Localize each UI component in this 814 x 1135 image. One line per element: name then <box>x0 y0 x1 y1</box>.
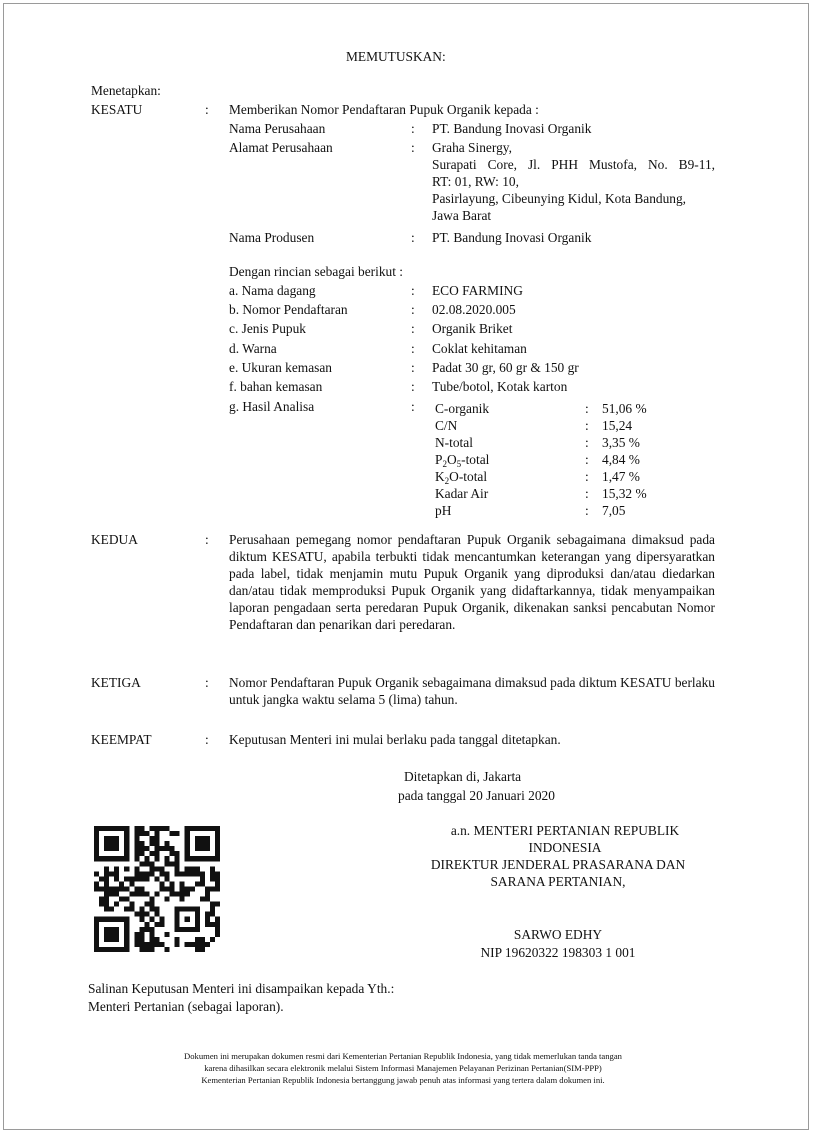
qr-module <box>144 947 149 952</box>
detail-value: Coklat kehitaman <box>432 341 527 356</box>
qr-module <box>200 937 205 942</box>
analysis-value: 7,05 <box>602 503 626 518</box>
qr-module <box>185 886 190 891</box>
qr-module <box>170 881 175 886</box>
qr-module <box>144 902 149 907</box>
qr-module <box>134 856 139 861</box>
qr-module <box>134 846 139 851</box>
signatory-name: SARWO EDHY <box>513 927 603 942</box>
qr-module <box>200 881 205 886</box>
formula-subscript: 2 <box>444 476 450 486</box>
qr-module <box>129 881 134 886</box>
nama-produsen-value: PT. Bandung Inovasi Organik <box>432 230 592 245</box>
qr-module <box>154 846 159 851</box>
qr-module <box>175 937 180 942</box>
qr-module <box>109 892 114 897</box>
qr-module <box>175 892 180 897</box>
qr-module <box>154 907 159 912</box>
qr-module <box>175 871 180 876</box>
qr-module <box>114 876 119 881</box>
qr-module <box>129 902 134 907</box>
qr-module <box>175 942 180 947</box>
qr-module <box>215 871 220 876</box>
signatory-line: a.n. MENTERI PERTANIAN REPUBLIK <box>450 823 680 838</box>
qr-module <box>144 942 149 947</box>
qr-module <box>134 937 139 942</box>
alamat-perusahaan-colon: : <box>411 140 415 155</box>
qr-module <box>165 932 170 937</box>
nama-perusahaan-value: PT. Bandung Inovasi Organik <box>432 121 592 136</box>
qr-module <box>165 876 170 881</box>
qr-module <box>210 871 215 876</box>
kedua-text: Perusahaan pemegang nomor pendaftaran Pupuk Organik sebagaimana dimaksud pada diktum KESATU, apabila terbukti tidak mencantumkan keterangan yang dipersyaratkan pada label, tidak menjamin mutu Pupuk Organik yang diproduksi dan/atau diedarkan dan/atau tidak memproduksi Pupuk Organik yang didaftarkannya, tidak menyampaikan laporan pengadaan serta peredaran Pupuk Organik, dikenakan sanksi pencabutan Nomor Pendaftaran dan penarikan dari peredaran. <box>229 532 715 632</box>
qr-module <box>139 927 144 932</box>
qr-module <box>104 876 109 881</box>
qr-module <box>195 866 200 871</box>
qr-module <box>170 892 175 897</box>
salinan-heading: Salinan Keputusan Menteri ini disampaikan kepada Yth.: <box>88 981 395 996</box>
qr-module <box>154 912 159 917</box>
qr-module <box>134 826 139 831</box>
qr-module <box>134 831 139 836</box>
qr-module <box>149 897 154 902</box>
qr-module <box>215 881 220 886</box>
qr-module <box>149 851 154 856</box>
kedua-label: KEDUA <box>91 532 138 547</box>
qr-module <box>149 947 154 952</box>
qr-module <box>185 871 190 876</box>
qr-module <box>154 851 159 856</box>
qr-module <box>149 907 154 912</box>
qr-module <box>109 871 114 876</box>
detail-label: c. Jenis Pupuk <box>229 321 306 336</box>
qr-module <box>114 902 119 907</box>
qr-module <box>165 947 170 952</box>
qr-module <box>124 886 129 891</box>
analysis-param-k2o <box>435 468 487 485</box>
qr-module <box>104 907 109 912</box>
formula-subscript: 2 <box>442 459 447 469</box>
keempat-colon: : <box>205 732 209 747</box>
qr-module <box>160 871 165 876</box>
qr-module <box>210 876 215 881</box>
qr-module <box>134 886 139 891</box>
qr-module <box>129 892 134 897</box>
analysis-colon: : <box>585 469 589 484</box>
qr-module <box>129 907 134 912</box>
qr-module <box>210 886 215 891</box>
qr-module <box>119 897 124 902</box>
analysis-colon: : <box>585 452 589 467</box>
analysis-param-p2o5 <box>435 451 489 468</box>
qr-module <box>160 917 165 922</box>
qr-module <box>139 942 144 947</box>
qr-module <box>139 912 144 917</box>
qr-module <box>210 937 215 942</box>
qr-module <box>134 876 139 881</box>
qr-module <box>215 902 220 907</box>
qr-module <box>134 892 139 897</box>
qr-module <box>215 876 220 881</box>
formula-part: O <box>446 452 457 467</box>
ketiga-text: Nomor Pendaftaran Pupuk Organik sebagaimana dimaksud pada diktum KESATU berlaku untuk jangka waktu selama 5 (lima) tahun. <box>229 675 715 707</box>
address-line: Jawa Barat <box>432 208 492 223</box>
analysis-param: Kadar Air <box>435 486 489 501</box>
qr-module <box>119 881 124 886</box>
keempat-text: Keputusan Menteri ini mulai berlaku pada tanggal ditetapkan. <box>229 732 561 747</box>
analysis-colon: : <box>585 401 589 416</box>
footer-line: karena dihasilkan secara elektronik melalui Sistem Informasi Manajemen Pelayanan Perizinan Pertanian(SIM-PPP) <box>204 1063 602 1073</box>
ketiga-label: KETIGA <box>91 675 141 690</box>
qr-module <box>190 866 195 871</box>
qr-module <box>99 902 104 907</box>
analysis-value: 3,35 % <box>602 435 640 450</box>
analysis-colon: : <box>585 435 589 450</box>
qr-module <box>119 886 124 891</box>
qr-module <box>94 886 99 891</box>
qr-module <box>144 856 149 861</box>
qr-module <box>175 831 180 836</box>
qr-module <box>180 897 185 902</box>
detail-label: a. Nama dagang <box>229 283 316 298</box>
hasil-analisa-label: g. Hasil Analisa <box>229 399 315 414</box>
qr-module <box>210 912 215 917</box>
qr-module <box>149 871 154 876</box>
qr-module <box>154 892 159 897</box>
nama-produsen-label: Nama Produsen <box>229 230 315 245</box>
qr-module <box>165 861 170 866</box>
qr-module <box>200 897 205 902</box>
nama-perusahaan-colon: : <box>411 121 415 136</box>
qr-module <box>149 826 154 831</box>
qr-module <box>134 836 139 841</box>
qr-module <box>170 851 175 856</box>
qr-module <box>139 826 144 831</box>
qr-module <box>165 886 170 891</box>
qr-module <box>165 846 170 851</box>
qr-module <box>134 942 139 947</box>
analysis-param: C-organik <box>435 401 490 416</box>
kesatu-colon: : <box>205 102 209 117</box>
qr-module <box>210 866 215 871</box>
qr-module <box>129 876 134 881</box>
qr-module <box>165 871 170 876</box>
hasil-analisa-colon: : <box>411 399 415 414</box>
qr-module <box>99 897 104 902</box>
qr-module <box>134 932 139 937</box>
qr-module <box>139 907 144 912</box>
qr-module <box>144 892 149 897</box>
formula-part: O-total <box>449 469 488 484</box>
qr-module <box>154 937 159 942</box>
signatory-line: INDONESIA <box>528 840 602 855</box>
address-line: Pasirlayung, Cibeunying Kidul, Kota Bandung, <box>432 191 687 206</box>
detail-value: 02.08.2020.005 <box>432 302 516 317</box>
qr-module <box>195 947 200 952</box>
analysis-value: 1,47 % <box>602 469 640 484</box>
qr-module <box>144 922 149 927</box>
qr-module <box>139 861 144 866</box>
qr-module <box>170 886 175 891</box>
analysis-value: 15,32 % <box>602 486 647 501</box>
qr-module <box>144 861 149 866</box>
qr-module <box>190 942 195 947</box>
qr-module <box>205 912 210 917</box>
qr-module <box>200 871 205 876</box>
detail-colon: : <box>411 283 415 298</box>
qr-module <box>185 942 190 947</box>
qr-module <box>104 866 109 871</box>
formula-part: -total <box>461 452 490 467</box>
qr-module <box>195 881 200 886</box>
qr-module <box>215 886 220 891</box>
qr-module <box>175 866 180 871</box>
qr-module <box>154 826 159 831</box>
detail-value: Tube/botol, Kotak karton <box>432 379 568 394</box>
qr-module <box>94 871 99 876</box>
qr-module <box>149 836 154 841</box>
qr-module <box>195 871 200 876</box>
qr-module <box>124 866 129 871</box>
analysis-value: 51,06 % <box>602 401 647 416</box>
qr-module <box>149 932 154 937</box>
qr-module <box>124 907 129 912</box>
qr-code-icon <box>94 826 220 952</box>
ketiga-colon: : <box>205 675 209 690</box>
detail-label: d. Warna <box>229 341 277 356</box>
formula-part: P <box>435 452 443 467</box>
qr-module <box>154 866 159 871</box>
qr-module <box>134 841 139 846</box>
qr-module <box>109 907 114 912</box>
analysis-value: 4,84 % <box>602 452 640 467</box>
kedua-colon: : <box>205 532 209 547</box>
qr-module <box>165 897 170 902</box>
ditetapkan-place: Ditetapkan di, Jakarta <box>404 769 522 784</box>
qr-module <box>160 881 165 886</box>
address-line: RT: 01, RW: 10, <box>432 174 519 189</box>
qr-module <box>144 871 149 876</box>
qr-module <box>200 942 205 947</box>
kesatu-intro: Memberikan Nomor Pendaftaran Pupuk Organik kepada : <box>229 102 539 117</box>
qr-module <box>210 907 215 912</box>
qr-module <box>165 856 170 861</box>
qr-module <box>185 892 190 897</box>
qr-module <box>139 846 144 851</box>
qr-module <box>134 866 139 871</box>
qr-module <box>205 922 210 927</box>
kesatu-label: KESATU <box>91 102 143 117</box>
qr-module <box>134 871 139 876</box>
analysis-value: 15,24 <box>602 418 633 433</box>
qr-module <box>99 886 104 891</box>
qr-module <box>175 861 180 866</box>
qr-module <box>139 932 144 937</box>
qr-module <box>165 841 170 846</box>
qr-module <box>134 851 139 856</box>
qr-module <box>139 831 144 836</box>
qr-module <box>104 871 109 876</box>
analysis-param: C/N <box>435 418 458 433</box>
signatory-line: DIREKTUR JENDERAL PRASARANA DAN <box>430 857 686 872</box>
detail-colon: : <box>411 321 415 336</box>
qr-module <box>104 902 109 907</box>
qr-module <box>154 841 159 846</box>
qr-module <box>210 922 215 927</box>
qr-module <box>160 942 165 947</box>
qr-module <box>144 846 149 851</box>
qr-module <box>139 937 144 942</box>
qr-module <box>215 932 220 937</box>
qr-module <box>180 892 185 897</box>
qr-module <box>144 927 149 932</box>
qr-module <box>139 876 144 881</box>
qr-module <box>139 851 144 856</box>
qr-module <box>154 922 159 927</box>
qr-module <box>215 917 220 922</box>
qr-module <box>195 942 200 947</box>
alamat-perusahaan-value <box>432 139 715 224</box>
detail-label: e. Ukuran kemasan <box>229 360 332 375</box>
nama-produsen-colon: : <box>411 230 415 245</box>
nama-perusahaan-label: Nama Perusahaan <box>229 121 326 136</box>
footer-line: Kementerian Pertanian Republik Indonesia bertanggung jawab penuh atas informasi yang tertera dalam dokumen ini. <box>201 1075 605 1085</box>
qr-module <box>149 942 154 947</box>
qr-module <box>114 866 119 871</box>
alamat-perusahaan-label: Alamat Perusahaan <box>229 140 333 155</box>
qr-module <box>104 886 109 891</box>
qr-module <box>185 866 190 871</box>
qr-module <box>205 886 210 891</box>
qr-module <box>139 947 144 952</box>
menetapkan-label: Menetapkan: <box>91 83 161 98</box>
qr-module <box>190 871 195 876</box>
qr-module <box>160 866 165 871</box>
signatory-nip: NIP 19620322 198303 1 001 <box>480 945 636 960</box>
detail-value: Organik Briket <box>432 321 513 336</box>
qr-module <box>139 841 144 846</box>
qr-module <box>99 876 104 881</box>
formula-part: K <box>435 469 445 484</box>
qr-module <box>104 897 109 902</box>
qr-module <box>205 917 210 922</box>
qr-module <box>200 947 205 952</box>
qr-module <box>180 871 185 876</box>
qr-module <box>94 881 99 886</box>
analysis-param: pH <box>435 503 452 518</box>
qr-module <box>215 922 220 927</box>
qr-module <box>149 841 154 846</box>
qr-module <box>154 836 159 841</box>
detail-value: Padat 30 gr, 60 gr & 150 gr <box>432 360 579 375</box>
qr-module <box>160 922 165 927</box>
qr-module <box>114 892 119 897</box>
salinan-recipient: Menteri Pertanian (sebagai laporan). <box>88 999 284 1014</box>
qr-module <box>139 917 144 922</box>
qr-module <box>149 937 154 942</box>
qr-module <box>175 856 180 861</box>
qr-module <box>139 871 144 876</box>
analysis-colon: : <box>585 418 589 433</box>
qr-module <box>205 942 210 947</box>
qr-module <box>165 826 170 831</box>
qr-module <box>170 846 175 851</box>
qr-module <box>154 876 159 881</box>
qr-module <box>149 861 154 866</box>
rincian-heading: Dengan rincian sebagai berikut : <box>229 264 404 279</box>
qr-module <box>160 826 165 831</box>
address-line: Graha Sinergy, <box>432 140 512 155</box>
qr-module <box>149 917 154 922</box>
qr-module <box>154 942 159 947</box>
address-line: Surapati Core, Jl. PHH Mustofa, No. B9-11, <box>432 157 715 172</box>
footer-line: Dokumen ini merupakan dokumen resmi dari Kementerian Pertanian Republik Indonesia, yang tidak memerlukan tanda tangan <box>184 1051 622 1061</box>
formula-subscript: 5 <box>456 459 462 469</box>
detail-label: b. Nomor Pendaftaran <box>229 302 348 317</box>
qr-module <box>215 927 220 932</box>
qr-module <box>114 871 119 876</box>
qr-module <box>170 861 175 866</box>
detail-colon: : <box>411 302 415 317</box>
qr-module <box>190 886 195 891</box>
detail-value: ECO FARMING <box>432 283 523 298</box>
qr-module <box>160 846 165 851</box>
signatory-line: SARANA PERTANIAN, <box>490 874 626 889</box>
qr-module <box>160 886 165 891</box>
qr-module <box>175 851 180 856</box>
qr-module <box>210 902 215 907</box>
qr-module <box>149 927 154 932</box>
keempat-label: KEEMPAT <box>91 732 152 747</box>
document-title: MEMUTUSKAN: <box>346 49 446 64</box>
qr-module <box>104 892 109 897</box>
detail-colon: : <box>411 379 415 394</box>
qr-module <box>149 902 154 907</box>
detail-colon: : <box>411 360 415 375</box>
analysis-param: N-total <box>435 435 473 450</box>
qr-module <box>180 886 185 891</box>
qr-module <box>124 897 129 902</box>
detail-label: f. bahan kemasan <box>229 379 323 394</box>
analysis-colon: : <box>585 503 589 518</box>
qr-module <box>200 876 205 881</box>
qr-module <box>144 876 149 881</box>
qr-module <box>144 831 149 836</box>
qr-module <box>205 892 210 897</box>
qr-module <box>139 886 144 891</box>
qr-module <box>205 897 210 902</box>
qr-module <box>114 886 119 891</box>
qr-module <box>149 866 154 871</box>
qr-module <box>154 856 159 861</box>
qr-module <box>109 886 114 891</box>
qr-module <box>170 831 175 836</box>
qr-module <box>134 912 139 917</box>
qr-module <box>104 881 109 886</box>
analysis-colon: : <box>585 486 589 501</box>
qr-module <box>124 876 129 881</box>
ditetapkan-date: pada tanggal 20 Januari 2020 <box>398 788 555 803</box>
detail-colon: : <box>411 341 415 356</box>
qr-module <box>180 881 185 886</box>
qr-module <box>139 892 144 897</box>
qr-module <box>144 912 149 917</box>
qr-module <box>154 831 159 836</box>
qr-module <box>195 937 200 942</box>
